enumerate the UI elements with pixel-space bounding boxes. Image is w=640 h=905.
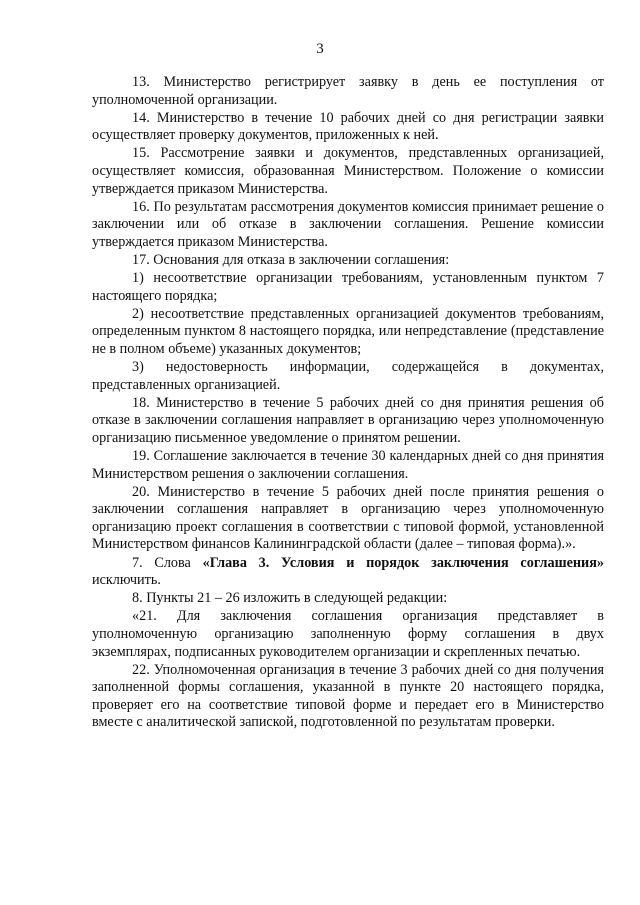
paragraph-13: 13. Министерство регистрирует заявку в день ее поступления от уполномоченной организации.	[92, 74, 604, 108]
paragraph-14: 14. Министерство в течение 10 рабочих дней со дня регистрации заявки осуществляет проверку документов, приложенных к ней.	[92, 109, 604, 144]
amendment-item-8: 8. Пункты 21 – 26 изложить в следующей редакции:	[132, 590, 448, 607]
paragraph-18: 18. Министерство в течение 5 рабочих дней со дня принятия решения об отказе в заключении соглашения направляет в организацию через уполномоченную организацию письменное уведомление о принятом решении.	[92, 394, 604, 446]
item-7-lead: 7. Слова	[132, 554, 203, 571]
paragraph-20: 20. Министерство в течение 5 рабочих дней после принятия решения о заключении соглашения направляет в организацию через уполномоченную организацию проект соглашения в соответствии с типовой формой, установленной Министерством финансов Калининградской области (далее – типовая форма).».	[92, 483, 604, 553]
page-number: 3	[316, 41, 324, 57]
item-7-tail: исключить.	[92, 572, 161, 589]
paragraph-17-item-1: 1) несоответствие организации требованиям, установленным пунктом 7 настоящего порядка;	[92, 270, 604, 304]
document-body	[92, 74, 604, 732]
paragraph-21: «21. Для заключения соглашения организация представляет в уполномоченную организацию заполненную форму соглашения в двух экземплярах, подписанных руководителем организации и скрепленных печатью.	[92, 608, 604, 660]
item-7-bold-heading: «Глава 3. Условия и порядок заключения соглашения»	[202, 554, 604, 571]
paragraph-17-item-3: 3) недостоверность информации, содержащейся в документах, представленных организацией.	[92, 359, 604, 393]
paragraph-16: 16. По результатам рассмотрения документов комиссия принимает решение о заключении или об отказе в заключении соглашения. Решение комиссии утверждается приказом Министерства.	[92, 198, 604, 250]
paragraph-17-item-2: 2) несоответствие представленных организацией документов требованиям, определенным пунктом 8 настоящего порядка, или непредставление (представление не в полном объеме) указанных документов;	[92, 305, 604, 357]
amendment-item-7	[92, 555, 604, 590]
paragraph-19: 19. Соглашение заключается в течение 30 календарных дней со дня принятия Министерством решения о заключении соглашения.	[92, 447, 604, 482]
paragraph-15: 15. Рассмотрение заявки и документов, представленных организацией, осуществляет комиссия, образованная Министерством. Положение о комиссии утверждается приказом Министерства.	[92, 145, 604, 197]
paragraph-17: 17. Основания для отказа в заключении соглашения:	[132, 251, 450, 268]
paragraph-22: 22. Уполномоченная организация в течение 3 рабочих дней со дня получения заполненной формы соглашения, указанной в пункте 20 настоящего порядка, проверяет его на соответствие типовой форме и передает его в Министерство вместе с аналитической запиской, подготовленной по результатам проверки.	[92, 661, 604, 731]
